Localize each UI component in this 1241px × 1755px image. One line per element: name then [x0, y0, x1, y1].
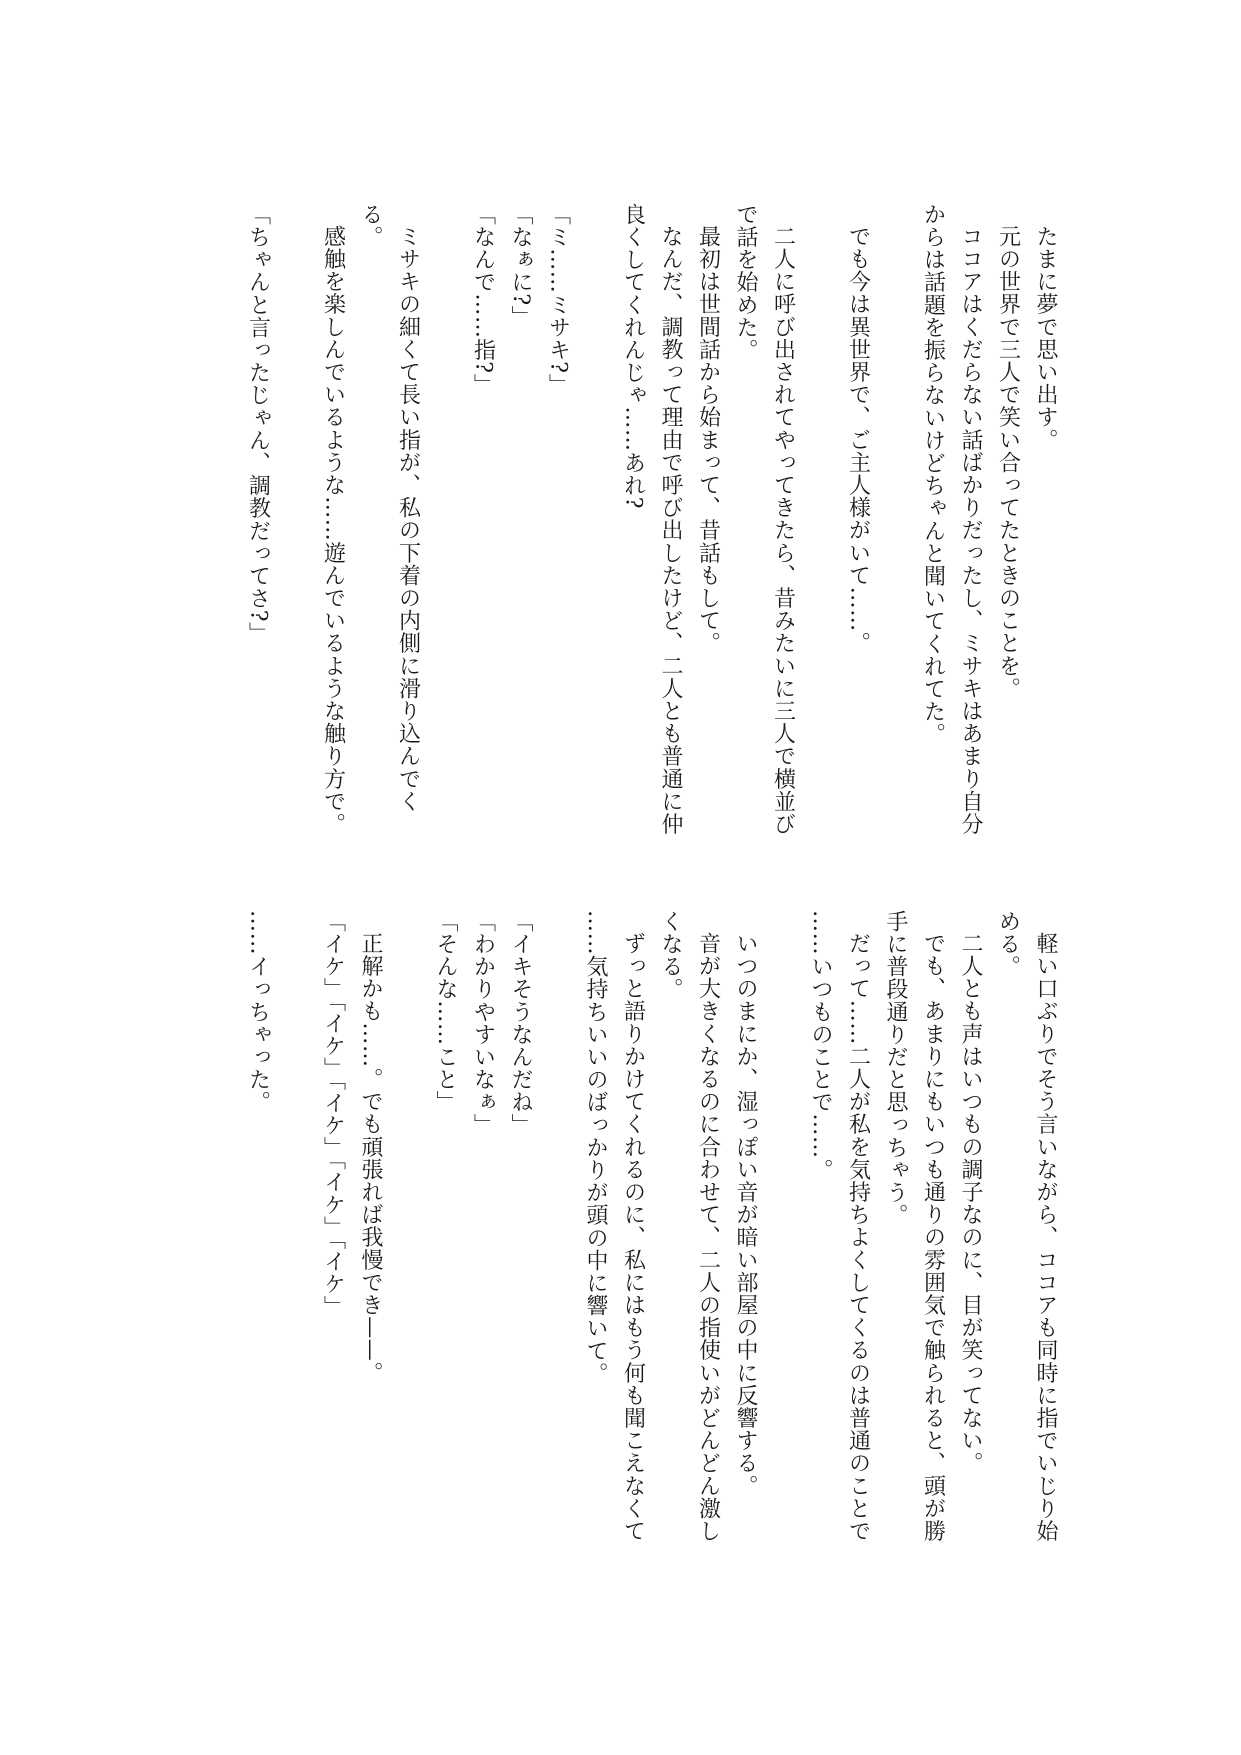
text-line: る。: [358, 203, 383, 249]
text-line: 「ちゃんと言ったじゃん、調教だってさ?」: [245, 203, 271, 645]
text-line: なんだ、調教って理由で呼び出したけど、二人とも普通に仲: [658, 225, 683, 836]
text-line: ミサキの細くて長い指が、私の下着の内側に滑り込んでく: [395, 225, 421, 813]
text-line: める。: [995, 910, 1021, 978]
text-line: ……イっちゃった。: [245, 910, 271, 1114]
text-line: 感触を楽しんでいるような……遊んでいるような触り方で。: [320, 225, 346, 836]
text-line: たまに夢で思い出す。: [1033, 225, 1058, 451]
text-line: 「イキそうなんだね」: [508, 910, 533, 1136]
text-line: 元の世界で三人で笑い合ってたときのことを。: [995, 225, 1021, 700]
text-line: 「ミ……ミサキ?」: [545, 203, 571, 397]
bottom-text-block: [239, 910, 1064, 1550]
text-line: 最初は世間話から始まって、昔話もして。: [695, 225, 721, 655]
blank-line: [389, 910, 427, 1550]
blank-line: [427, 203, 465, 843]
text-line: 「なぁに?」: [508, 203, 533, 329]
blank-line: [577, 203, 615, 843]
blank-line: [277, 203, 315, 843]
text-line: でも、あまりにもいつも通りの雰囲気で触られると、頭が勝: [920, 932, 946, 1543]
text-line: 「イケ」「イケ」「イケ」「イケ」「イケ」: [320, 910, 346, 1318]
text-line: ずっと語りかけてくれるのに、私にはもう何も聞こえなくて: [620, 932, 646, 1543]
blank-line: [764, 910, 802, 1550]
blank-line: [802, 203, 840, 843]
text-line: 良くしてくれんじゃ……あれ?: [620, 203, 646, 510]
blank-line: [877, 203, 915, 843]
text-line: 二人に呼び出されてやってきたら、昔みたいに三人で横並び: [770, 225, 796, 836]
text-line: でも今は異世界で、ご主人様がいて……。: [845, 225, 871, 655]
text-line: 二人とも声はいつもの調子なのに、目が笑ってない。: [958, 932, 983, 1475]
text-line: 「なんで……指?」: [470, 203, 496, 397]
text-line: だって……二人が私を気持ちよくしてくるのは普通のことで: [845, 932, 871, 1543]
text-line: ……いつものことで……。: [808, 910, 833, 1182]
text-line: ……気持ちいいのばっかりが頭の中に響いて。: [583, 910, 608, 1385]
text-line: 軽い口ぶりでそう言いながら、ココアも同時に指でいじり始: [1033, 932, 1058, 1543]
text-line: 「わかりやすいなぁ」: [470, 910, 496, 1136]
text-line: 正解かも……。でも頑張れば我慢でき——。: [358, 932, 383, 1384]
text-line: いつのまにか、湿っぽい音が暗い部屋の中に反響する。: [733, 932, 758, 1497]
text-line: 手に普段通りだと思っちゃう。: [883, 910, 908, 1227]
text-line: 「そんな……こと」: [433, 910, 458, 1114]
blank-line: [539, 910, 577, 1550]
text-line: ココアはくだらない話ばかりだったし、ミサキはあまり自分: [958, 225, 983, 836]
text-line: で話を始めた。: [733, 203, 758, 362]
text-line: 音が大きくなるのに合わせて、二人の指使いがどんどん激し: [695, 932, 721, 1543]
top-text-block: [239, 203, 1064, 843]
text-line: からは話題を振らないけどちゃんと聞いてくれてた。: [920, 203, 946, 746]
text-line: くなる。: [658, 910, 683, 1001]
blank-line: [277, 910, 315, 1550]
